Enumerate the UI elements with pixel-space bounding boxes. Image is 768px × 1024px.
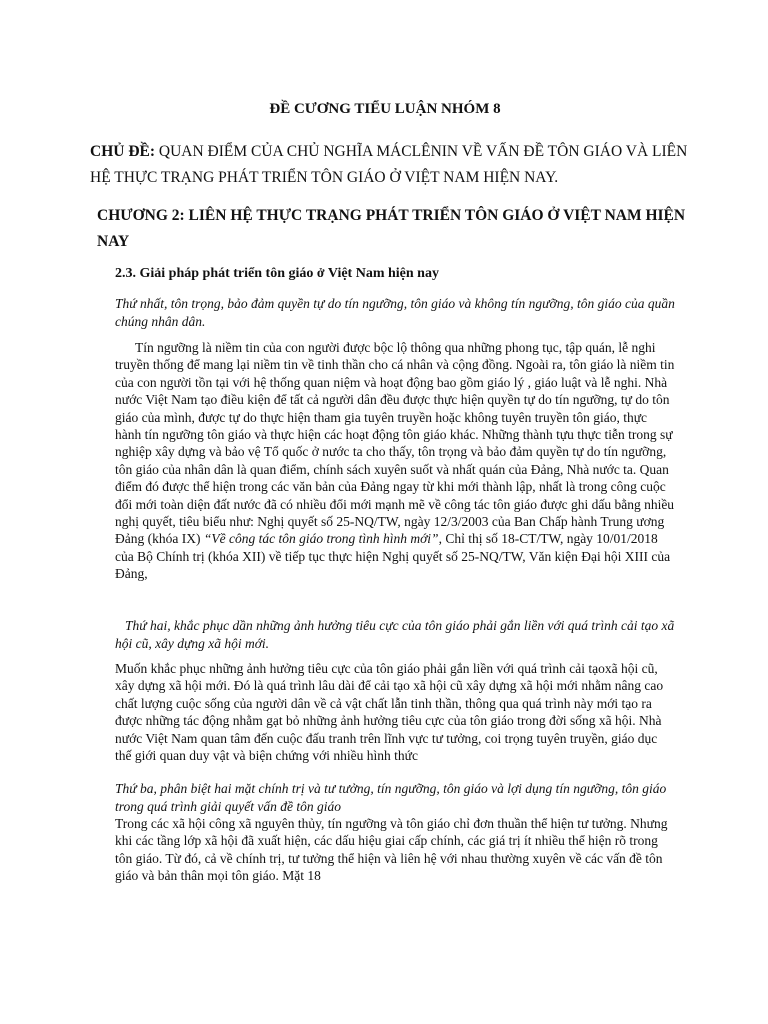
point-one-quote: “Về công tác tôn giáo trong tình hình mới” [203, 531, 439, 547]
point-one-heading: Thứ nhất, tôn trọng, bảo đảm quyền tự do tín ngưỡng, tôn giáo và không tín ngưỡng, tôn giáo của quần chúng nhân dân. [115, 296, 675, 329]
document-title: ĐỀ CƯƠNG TIỂU LUẬN NHÓM 8 [269, 101, 501, 117]
chapter-heading: CHƯƠNG 2: LIÊN HỆ THỰC TRẠNG PHÁT TRIỂN TÔN GIÁO Ở VIỆT NAM HIỆN NAY [97, 207, 686, 250]
point-one-body-start: Tín ngưỡng là niềm tin của con người được bộc lộ thông qua những phong tục, tập quán, lễ nghi truyền thống để mang lại niềm tin về tinh thần cho cá nhân và cộng đồng. Ngoài ra, tôn giáo là niềm tin của con người tồn tại với hệ thống quan niệm và hoạt động bao gồm giáo lý , giáo luật và lễ nghi. Nhà nước Việt Nam tạo điều kiện để tất cả người dân đều được thực hiện quyền tự do tín ngưỡng, tự do tôn giáo của mình, được tự do thực hiện tham gia tuyên truyền hoặc không tuyên truyền tôn giáo, thực hành tín ngưỡng tôn giáo và thực hiện các hoạt động tôn giáo khác. Những thành tựu thực tiễn trong sự nghiệp xây dựng và bảo vệ Tổ quốc ở nước ta cho thấy, tôn trọng và bảo đảm quyền tự do tín ngưỡng, tôn giáo của nhân dân là quan điểm, chính sách xuyên suốt và nhất quán của Đảng, Nhà nước ta. Quan điểm đó được thể hiện trong các văn bản của Đảng ngay từ khi mới thành lập, nhất là trong công cuộc đổi mới toàn diện đất nước đã có nhiều đổi mới mạnh mẽ về công tác tôn giáo được ghi dấu bằng nhiều nghị quyết, tiêu biểu như: Nghị quyết số 25-NQ/TW, ngày 12/3/2003 của Ban Chấp hành Trung ương Đảng (khóa IX) [115, 340, 675, 547]
topic-text: QUAN ĐIỂM CỦA CHỦ NGHĨA MÁCLÊNIN VỀ VẤN ĐỀ TÔN GIÁO VÀ LIÊN HỆ THỰC TRẠNG PHÁT TRIỂN TÔN GIÁO Ở VIỆT NAM HIỆN NAY. [90, 143, 688, 186]
topic-label: CHỦ ĐỀ: [90, 143, 156, 160]
point-one-body-end: , Chỉ thị số 18-CT/TW, ngày 10/01/2018 của Bộ Chính trị (khóa XII) về tiếp tục thực hiện Nghị quyết số 25-NQ/TW, Văn kiện Đại hội XIII của Đảng, [115, 531, 671, 582]
point-two-paragraph: Muốn khắc phục những ảnh hưởng tiêu cực của tôn giáo phải gắn liền với quá trình cải tạoxã hội cũ, xây dựng xã hội mới. Đó là quá trình lâu dài để cải tạo xã hội cũ xây dựng xã hội mới nhằm nâng cao chất lượng cuộc sống của người dân về cả vật chất lẫn tinh thần, thông qua quá trình này mới tạo ra được những tác động nhằm gạt bỏ những ảnh hưởng tiêu cực của tôn giáo trong đời sống xã hội. Nhà nước Việt Nam quan tâm đến cuộc đấu tranh trên lĩnh vực tư tưởng, coi trọng tuyên truyền, giáo dục thế giới quan duy vật và biện chứng với nhiều hình thức [115, 661, 664, 764]
point-three-paragraph: Trong các xã hội công xã nguyên thủy, tín ngưỡng và tôn giáo chỉ đơn thuần thể hiện tư tưởng. Nhưng khi các tầng lớp xã hội đã xuất hiện, các dấu hiệu giai cấp chính, các giá trị ít nhiều thể hiện rõ trong tôn giáo. Từ đó, cả về chính trị, tư tưởng thể hiện và liên hệ với nhau thường xuyên về các vấn đề tôn giáo và bản thân mọi tôn giáo. Mặt 18 [115, 816, 668, 884]
point-two-heading: Thứ hai, khắc phục dần những ảnh hưởng tiêu cực của tôn giáo phải gắn liền với quá trình cải tạo xã hội cũ, xây dựng xã hội mới. [115, 618, 675, 651]
topic-line [90, 139, 690, 191]
point-one-paragraph [115, 339, 675, 583]
point-three-heading: Thứ ba, phân biệt hai mặt chính trị và tư tưởng, tín ngưỡng, tôn giáo và lợi dụng tín ngưỡng, tôn giáo trong quá trình giải quyết vấn đề tôn giáo [115, 781, 667, 814]
section-heading: 2.3. Giải pháp phát triển tôn giáo ở Việt Nam hiện nay [115, 266, 439, 281]
